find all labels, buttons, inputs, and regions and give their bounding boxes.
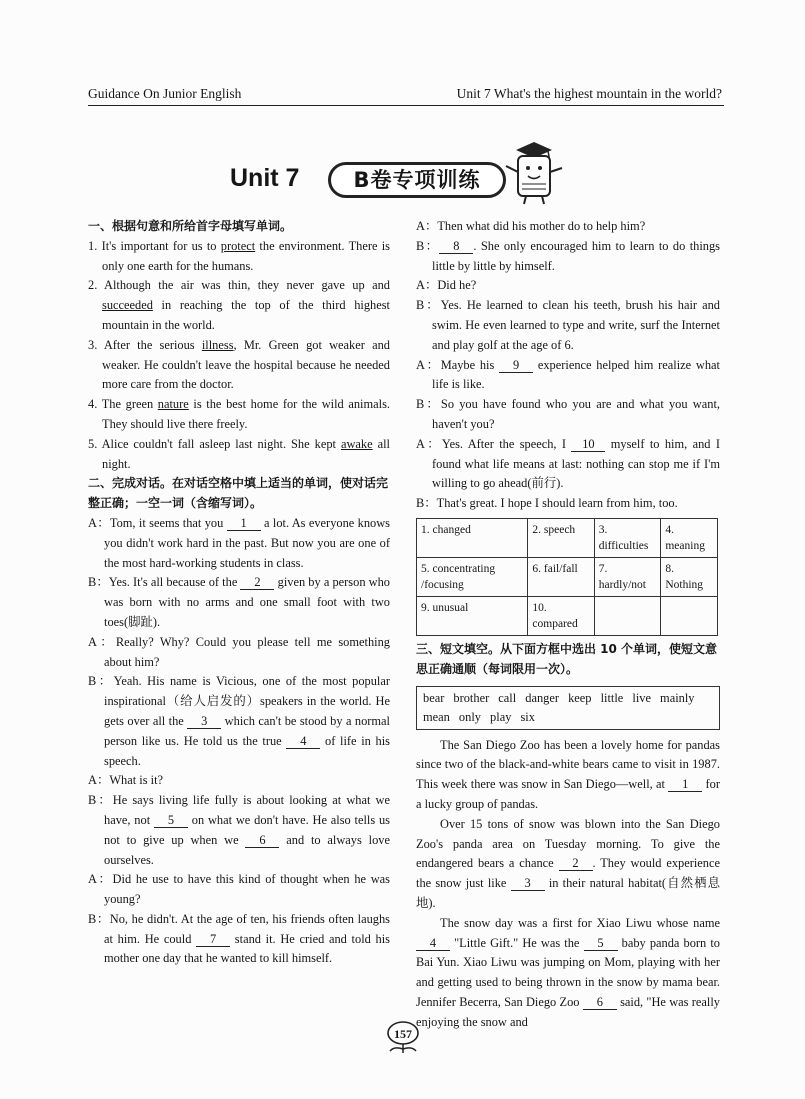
page-number: 157 (394, 1027, 412, 1041)
table-cell (594, 596, 661, 635)
banner-title: B卷专项训练 (328, 162, 506, 198)
blank-number: 2 (559, 856, 593, 871)
dialogue-line: A：Did he use to have this kind of thought when he was young? (88, 872, 390, 907)
dialogue-line: B：That's great. I hope I should learn from him, too. (416, 496, 678, 511)
blank-number: 2 (240, 575, 274, 590)
answer-word: succeeded (102, 298, 153, 313)
unit-title: Unit 7 (230, 164, 300, 192)
blank-number: 10 (571, 437, 605, 452)
dialogue-line: B：Yeah. His name is Vicious, one of the most popular inspirational（给人启发的）speakers in the world. He gets over all the 3 which can't be stood by a normal person like us. He told us the true 4 of life in his speech. (88, 674, 391, 768)
blank-number: 6 (245, 833, 279, 848)
fill-item: 3. After the serious illness, Mr. Green got weaker and weaker. He couldn't leave the hospital because he needed more care from the doctor. (88, 337, 390, 392)
header-unit-title: Unit 7 What's the highest mountain in the world? (456, 86, 722, 101)
dialogue-line: B：Yes. It's all because of the 2 given by a person who was born with no arms and one small foot with two toes(脚趾). (88, 575, 391, 629)
word-box: bear brother call danger keep little live mainly mean only play six (416, 686, 720, 730)
table-row (417, 557, 718, 596)
passage (416, 736, 720, 1033)
blank-number: 9 (499, 358, 533, 373)
running-header (88, 86, 724, 106)
section3-heading: 三、短文填空。从下面方框中选出 10 个单词，使短文意思正确通顺（每词限用一次）。 (416, 641, 718, 676)
header-book-title: Guidance On Junior English (88, 86, 242, 101)
answer-word: nature (157, 397, 189, 412)
book-mascot-icon (498, 140, 570, 206)
table-cell: 3. difficulties (594, 518, 661, 557)
dialogue-line: A：Tom, it seems that you 1 a lot. As everyone knows you didn't work hard in the past. But now you are one of the most hard-working students in class. (88, 515, 390, 570)
flower-icon (378, 1020, 428, 1056)
right-column (416, 217, 720, 1033)
blank-number: 3 (187, 714, 221, 729)
blank-number: 1 (227, 516, 261, 531)
blank-number: 4 (286, 734, 320, 749)
blank-number: 5 (154, 813, 188, 828)
table-cell: 5. concentrating /focusing (417, 557, 528, 596)
table-cell: 10. compared (528, 596, 594, 635)
table-cell: 1. changed (417, 518, 528, 557)
table-cell: 4. meaning (661, 518, 718, 557)
table-cell (661, 596, 718, 635)
passage-paragraph: Over 15 tons of snow was blown into the San Diego Zoo's panda area on Tuesday morning. To give the endangered bears a chance 2 . They would experience the snow just like 3 in their natural habitat(自然栖息地). (416, 816, 721, 910)
blank-number: 5 (584, 936, 618, 951)
dialogue-line: A：What is it? (88, 773, 164, 788)
answer-table (416, 518, 718, 636)
answer-word: protect (220, 238, 256, 253)
table-cell: 7. hardly/not (594, 557, 661, 596)
dialogue-line: B：Yes. He learned to clean his teeth, brush his hair and swim. He even learned to type and write, surf the Internet and play golf at the age of 6. (416, 298, 720, 352)
table-cell: 8. Nothing (661, 557, 718, 596)
dialogue-line: B：So you have found who you are and what you want, haven't you? (416, 397, 720, 431)
blank-number: 1 (668, 777, 702, 792)
section1-list (88, 237, 390, 475)
answer-word: illness (201, 337, 234, 352)
section2-heading: 二、完成对话。在对话空格中填上适当的单词，使对话完整正确；一空一词（含缩写词）。 (88, 476, 389, 511)
passage-paragraph: The snow day was a first for Xiao Liwu whose name 4 "Little Gift." He was the 5 baby panda born to Bai Yun. Xiao Liwu was jumping on Mom, playing with her and getting used to being thrown in the snow by mama bear. Jennifer Becerra, San Diego Zoo 6 said, "He was really enjoying the snow and (416, 915, 720, 1029)
section1-heading: 一、根据句意和所给首字母填写单词。 (88, 219, 293, 233)
answer-word: awake (340, 436, 373, 451)
dialogue-right (416, 217, 720, 514)
dialogue-line: A：Then what did his mother do to help him? (416, 219, 646, 233)
table-row (417, 596, 718, 635)
title-block (230, 152, 590, 200)
fill-item: 1. It's important for us to protect the environment. There is only one earth for the humans. (88, 238, 390, 273)
table-cell: 9. unusual (417, 596, 528, 635)
fill-item: 2. Although the air was thin, they never gave up and succeeded in reaching the top of the third highest mountain in the world. (88, 278, 390, 332)
dialogue-line: A：Did he? (416, 278, 477, 293)
dialogue-line: A：Maybe his 9 experience helped him realize what life is like. (416, 357, 720, 392)
passage-paragraph: The San Diego Zoo has been a lovely home for pandas since two of the black-and-white bears came to visit in 1987. This week there was snow in San Diego—well, at 1 for a lucky group of pandas. (416, 737, 721, 811)
table-cell: 2. speech (528, 518, 594, 557)
dialogue-line: B：No, he didn't. At the age of ten, his friends often laughs at him. He could 7 stand it. He cried and told his mother one day that he wanted to kill himself. (88, 911, 390, 966)
dialogue-line: A：Yes. After the speech, I 10 myself to him, and I found what life means at last: nothing can stop me if I'm willing to go ahead(前行). (416, 436, 720, 491)
dialogue-left (88, 514, 390, 969)
blank-number: 3 (511, 876, 545, 891)
fill-item: 4. The green nature is the best home for the wild animals. They should live there freely. (88, 397, 391, 431)
blank-number: 7 (196, 932, 230, 947)
page-number-badge (378, 1020, 428, 1056)
left-column (88, 217, 390, 969)
table-cell: 6. fail/fall (528, 557, 594, 596)
dialogue-line: B：He says living life fully is about looking at what we have, not 5 on what we don't have. He also tells us not to give up when we 6 and to always love ourselves. (88, 793, 391, 867)
blank-number: 4 (416, 936, 450, 951)
blank-number: 6 (583, 995, 617, 1010)
table-row (417, 518, 718, 557)
fill-item: 5. Alice couldn't fall asleep last night. She kept awake all night. (88, 436, 390, 471)
dialogue-line: B： 8 . She only encouraged him to learn to do things little by little by himself. (416, 238, 720, 273)
blank-number: 8 (439, 239, 473, 254)
dialogue-line: A：Really? Why? Could you please tell me something about him? (88, 634, 390, 669)
